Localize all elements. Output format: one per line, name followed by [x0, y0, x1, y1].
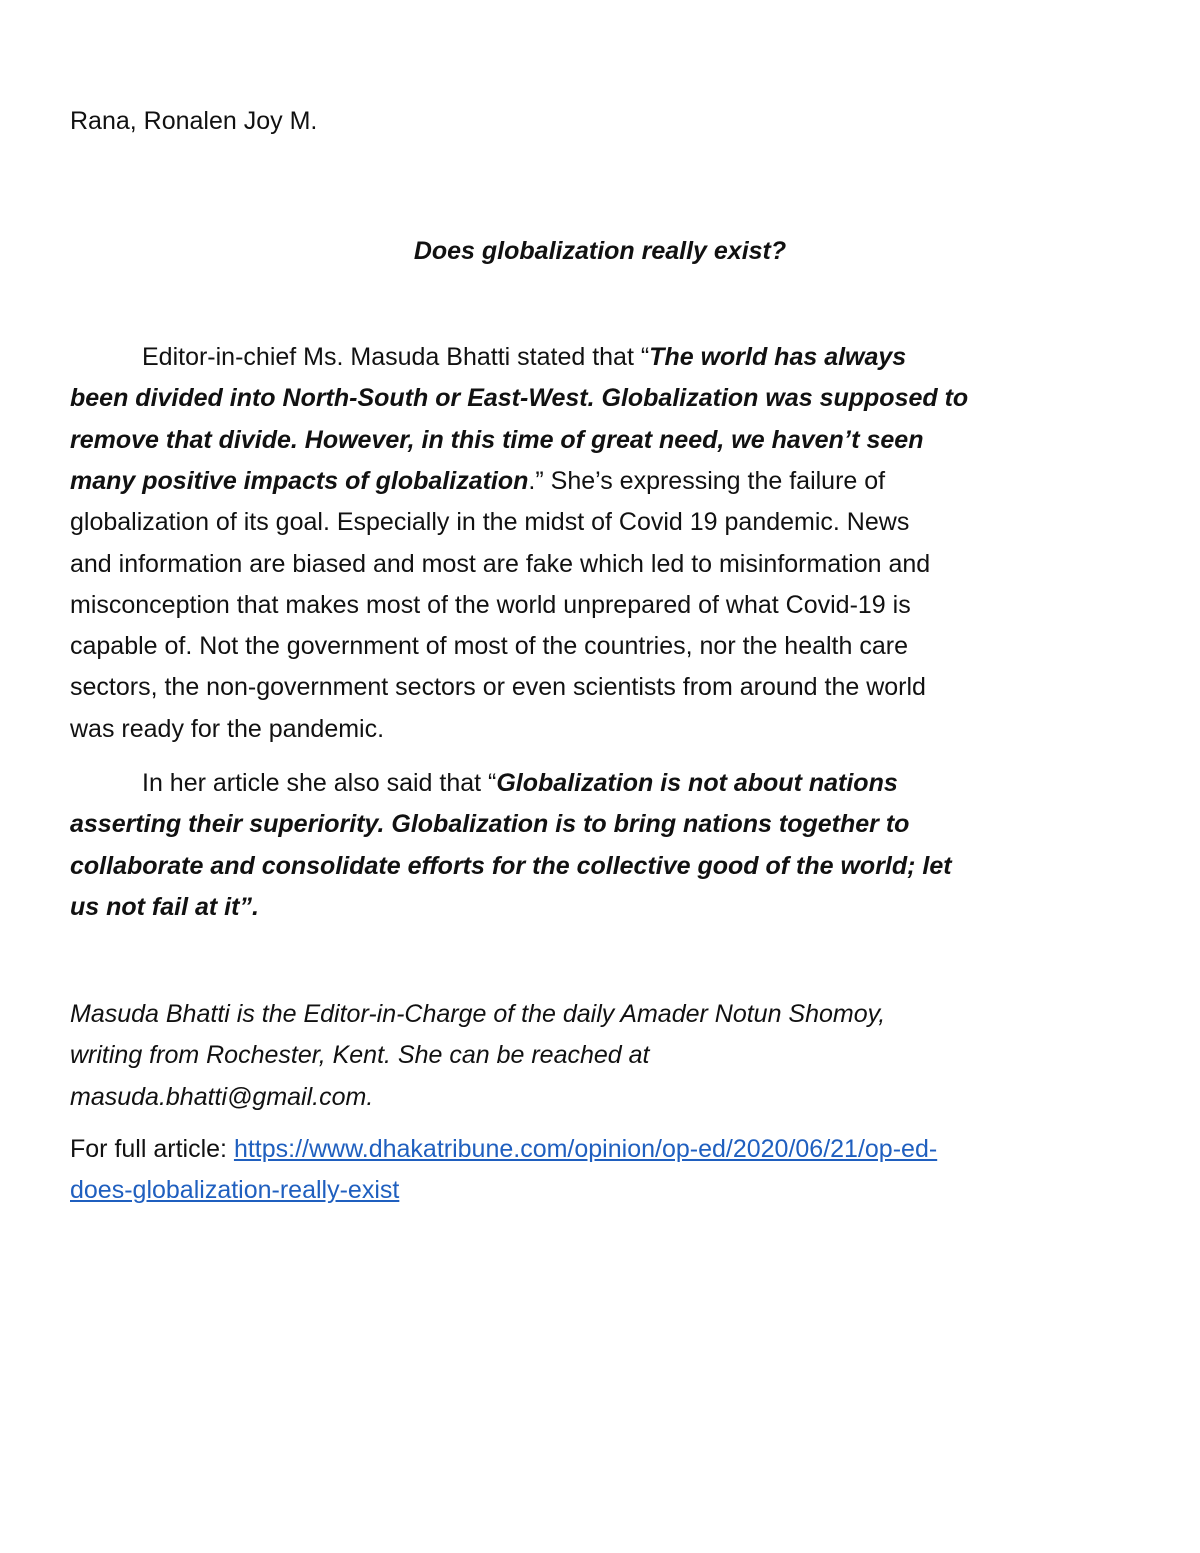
- paragraph-1-line: [70, 425, 923, 455]
- paragraph-1-line: [70, 590, 911, 620]
- paragraph-1-line: [70, 672, 926, 702]
- full-article-reference-line: [70, 1175, 399, 1205]
- body-text: globalization of its goal. Especially in the midst of Covid 19 pandemic. News: [70, 508, 910, 537]
- quote-text: collaborate and consolidate efforts for the collective good of the world; let: [70, 851, 952, 880]
- body-text: and information are biased and most are fake which led to misinformation and: [70, 549, 931, 578]
- quote-text: been divided into North-South or East-West. Globalization was supposed to: [70, 384, 969, 413]
- article-link[interactable]: https://www.dhakatribune.com/opinion/op-ed/2020/06/21/op-ed-: [233, 1135, 938, 1163]
- body-text: In her article she also said that “: [142, 769, 497, 797]
- body-text: was ready for the pandemic.: [70, 714, 385, 743]
- quote-text: us not fail at it”.: [70, 892, 259, 921]
- author-name: Rana, Ronalen Joy M.: [70, 107, 318, 135]
- body-text: Masuda Bhatti is the Editor-in-Charge of the daily Amader Notun Shomoy,: [70, 1000, 886, 1028]
- author-bio-line: [70, 999, 885, 1029]
- paragraph-2-line: [70, 892, 259, 922]
- author-bio-line: [70, 1082, 373, 1112]
- paragraph-1-line: [70, 714, 384, 744]
- body-text: .” She’s expressing the failure of: [528, 466, 886, 495]
- article-link[interactable]: does-globalization-really-exist: [70, 1176, 400, 1205]
- body-text: writing from Rochester, Kent. She can be reached at: [70, 1041, 650, 1070]
- body-text: Editor-in-chief Ms. Masuda Bhatti stated that “: [142, 343, 650, 371]
- full-article-reference-line: [70, 1134, 937, 1164]
- paragraph-1-line: [70, 507, 909, 537]
- paragraph-2-line: [70, 809, 909, 839]
- quote-text: many positive impacts of globalization: [70, 466, 529, 495]
- author-bio-line: [70, 1040, 649, 1070]
- quote-text: remove that divide. However, in this time of great need, we haven’t seen: [70, 425, 924, 454]
- body-text: sectors, the non-government sectors or even scientists from around the world: [70, 673, 926, 702]
- document-title: Does globalization really exist?: [413, 237, 787, 265]
- paragraph-1-line: [70, 631, 908, 661]
- paragraph-1-line: [70, 383, 968, 413]
- quote-text: Globalization is not about nations: [496, 769, 898, 797]
- quote-text: asserting their superiority. Globalization is to bring nations together to: [70, 810, 910, 839]
- body-text: masuda.bhatti@gmail.com.: [70, 1082, 374, 1111]
- paragraph-1-line: [142, 342, 906, 372]
- paragraph-1-line: [70, 549, 930, 579]
- body-text: For full article:: [70, 1135, 234, 1163]
- quote-text: The world has always: [649, 343, 907, 371]
- body-text: misconception that makes most of the world unprepared of what Covid-19 is: [70, 590, 911, 619]
- paragraph-2-line: [142, 768, 898, 798]
- body-text: capable of. Not the government of most of the countries, nor the health care: [70, 632, 908, 661]
- paragraph-2-line: [70, 851, 952, 881]
- paragraph-1-line: [70, 466, 885, 496]
